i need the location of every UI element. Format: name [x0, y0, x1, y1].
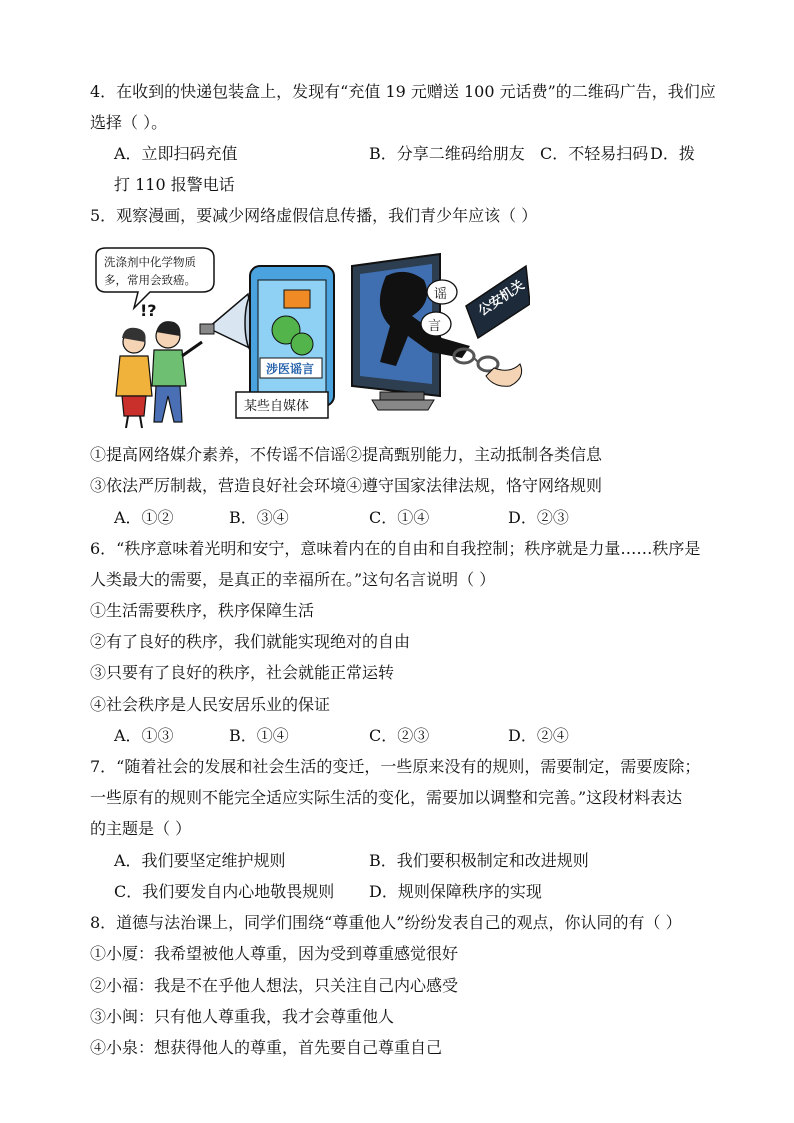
- q7-stem-line2: 一些原有的规则不能完全适应实际生活的变化，需要加以调整和完善。”这段材料表达: [90, 788, 683, 807]
- media-sign: [236, 392, 328, 418]
- q5-option-b: B．③④: [229, 508, 289, 527]
- q7-option-a: A．我们要坚定维护规则: [114, 851, 286, 870]
- q6-stem-line1: 6．“秩序意味着光明和安宁，意味着内在的自由和自我控制；秩序就是力量……秩序是: [90, 539, 701, 558]
- media-label: 某些自媒体: [244, 399, 310, 414]
- q5-option-c: C．①④: [369, 508, 430, 527]
- q5-stem: 5．观察漫画，要减少网络虚假信息传播，我们青少年应该（ ）: [90, 206, 538, 225]
- q8-item-1: ①小厦：我希望被他人尊重，因为受到尊重感觉很好: [90, 944, 459, 963]
- q6-option-c: C．②③: [369, 726, 430, 745]
- exclaim-mark: !?: [140, 301, 157, 320]
- q6-option-d: D．②④: [508, 726, 569, 745]
- q4-option-c: C．不轻易扫码: [540, 144, 649, 163]
- q5-cartoon: [90, 246, 530, 432]
- speech-bubble: [96, 248, 214, 308]
- q8-stem: 8．道德与法治课上，同学们围绕“尊重他人”纷纷发表自己的观点，你认同的有（ ）: [90, 913, 682, 932]
- police-sleeve: [466, 266, 530, 338]
- q6-stem-line2: 人类最大的需要，是真正的幸福所在。”这句名言说明（ ）: [90, 570, 496, 589]
- phone-icon: [250, 266, 334, 406]
- q4-option-d: D．拨: [650, 144, 695, 163]
- q4-stem-line2: 选择（ ）。: [90, 113, 168, 132]
- q6-item-1: ①生活需要秩序，秩序保障生活: [90, 601, 315, 620]
- q4-stem-line1: 4．在收到的快递包装盒上，发现有“充值 19 元赠送 100 元话费”的二维码广告，我们应: [90, 82, 716, 101]
- person-woman: [116, 328, 152, 428]
- q7-option-c: C．我们要发自内心地敬畏规则: [114, 882, 335, 901]
- person-man: [140, 301, 202, 422]
- rumor-char-2: 言: [428, 319, 442, 334]
- bubble-line2: 多，常用会致癌。: [104, 273, 196, 287]
- q5-item-1: ①提高网络媒介素养，不传谣不信谣②提高甄别能力，主动抵制各类信息: [90, 445, 603, 464]
- q7-stem-line1: 7．“随着社会的发展和社会生活的变迁，一些原来没有的规则，需要制定，需要废除；: [90, 757, 701, 776]
- q7-option-b: B．我们要积极制定和改进规则: [369, 851, 589, 870]
- q4-option-d-cont: 打 110 报警电话: [114, 175, 235, 194]
- q6-option-a: A．①③: [114, 726, 174, 745]
- q5-item-2: ③依法严厉制裁，营造良好社会环境④遵守国家法律法规，恪守网络规则: [90, 476, 603, 495]
- q7-option-d: D．规则保障秩序的实现: [369, 882, 542, 901]
- q6-item-2: ②有了良好的秩序，我们就能实现绝对的自由: [90, 632, 411, 651]
- bubble-line1: 洗涤剂中化学物质: [104, 255, 196, 269]
- q8-item-2: ②小福：我是不在乎他人想法，只关注自己内心感受: [90, 976, 459, 995]
- q7-stem-line3: 的主题是（ ）: [90, 819, 192, 838]
- q8-item-4: ④小泉：想获得他人的尊重，首先要自己尊重自己: [90, 1038, 443, 1057]
- q4-option-a: A．立即扫码充值: [114, 144, 238, 163]
- q8-item-3: ③小闽：只有他人尊重我，我才会尊重他人: [90, 1007, 395, 1026]
- q6-item-4: ④社会秩序是人民安居乐业的保证: [90, 695, 331, 714]
- q4-option-b: B．分享二维码给朋友: [369, 144, 525, 163]
- q6-option-b: B．①④: [229, 726, 289, 745]
- q6-item-3: ③只要有了良好的秩序，社会就能正常运转: [90, 663, 395, 682]
- q5-option-d: D．②③: [508, 508, 569, 527]
- rumor-char-1: 谣: [434, 287, 448, 302]
- phone-label: 涉医谣言: [266, 362, 315, 376]
- police-label: 公安机关: [475, 277, 528, 320]
- q5-option-a: A．①②: [114, 508, 174, 527]
